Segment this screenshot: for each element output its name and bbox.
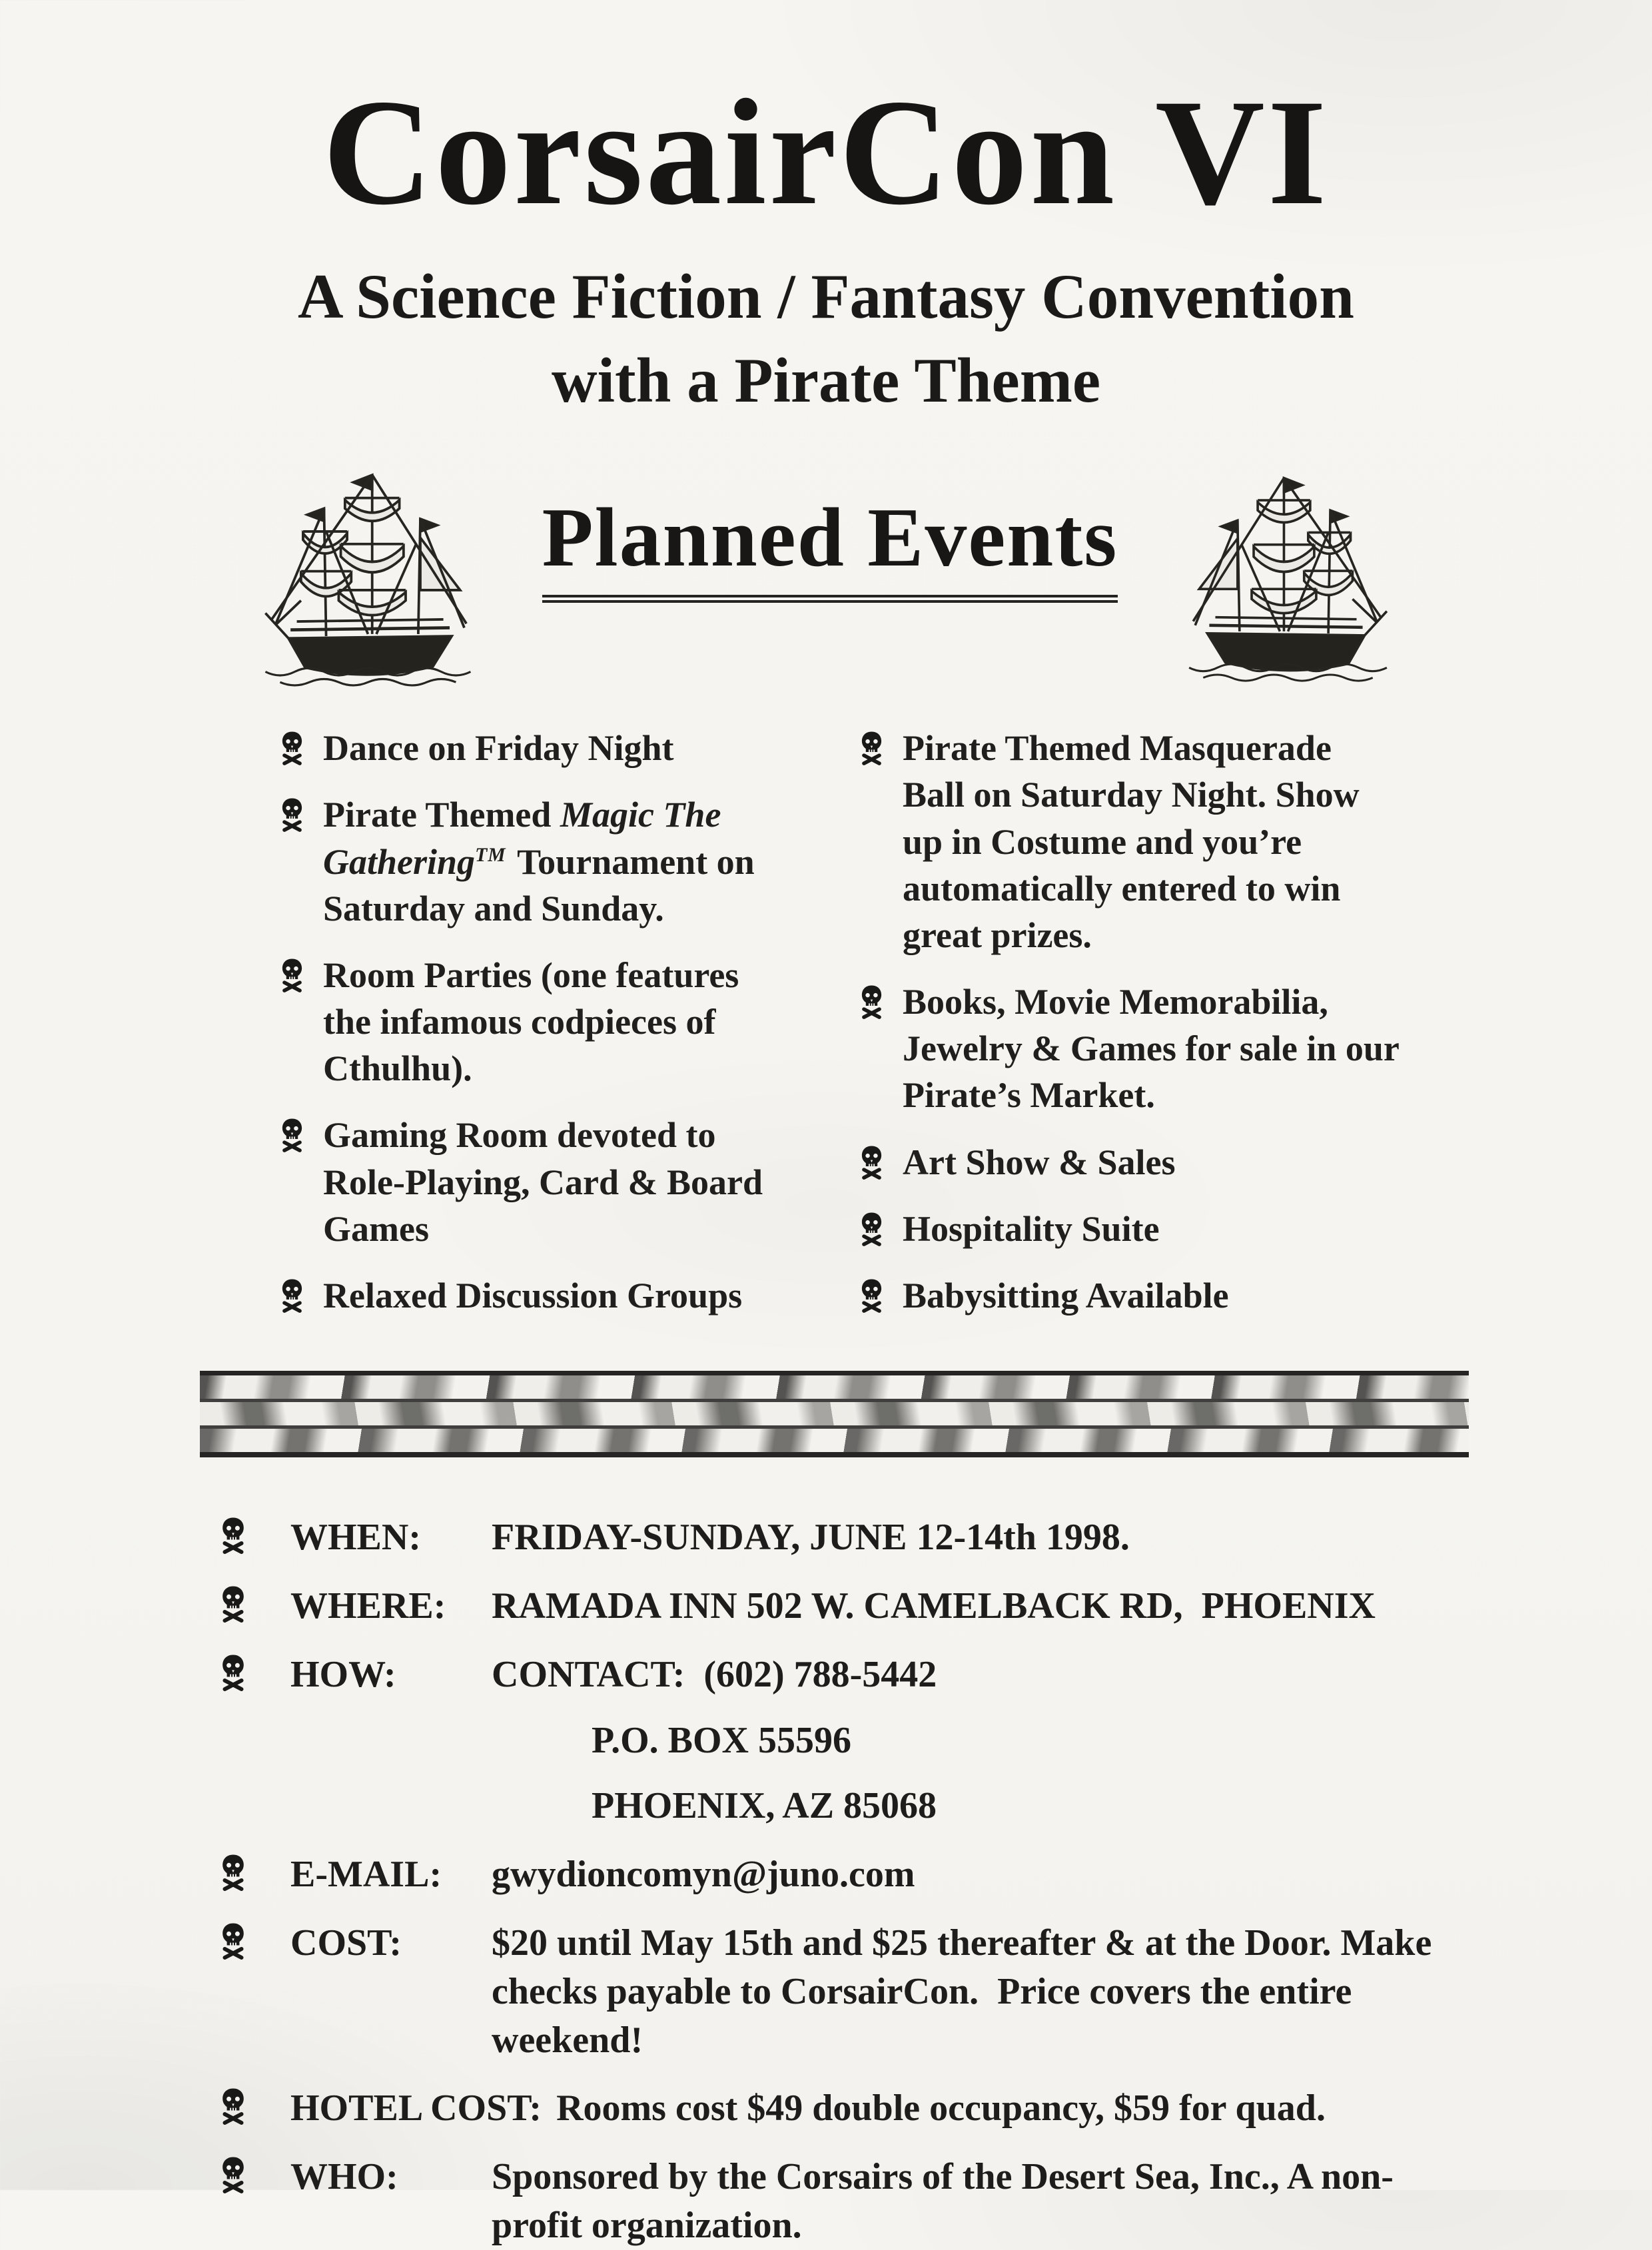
skull-crossbones-bullet-icon [859, 984, 884, 1020]
planned-events-header [0, 436, 1652, 702]
detail-value: RAMADA INN 502 W. CAMELBACK RD, PHOENIX [492, 1585, 1376, 1627]
detail-row-hotel-cost [220, 2084, 1479, 2133]
skull-crossbones-bullet-icon [859, 1144, 884, 1180]
convention-details-list [220, 1513, 1479, 2250]
detail-value: FRIDAY-SUNDAY, JUNE 12-14th 1998. [492, 1517, 1130, 1559]
page-title: CorsairCon VI [322, 69, 1330, 236]
detail-label: WHEN: [290, 1517, 421, 1559]
detail-label: E-MAIL: [290, 1854, 442, 1896]
event-text: Gaming Room devoted to Role-Playing, Card & Board Games [323, 1115, 763, 1249]
detail-label: WHO: [290, 2156, 398, 2198]
section-heading: Planned Events [542, 492, 1118, 603]
list-item [280, 952, 787, 1092]
list-item [280, 791, 787, 932]
detail-value: Sponsored by the Corsairs of the Desert Sea, Inc., A non-profit organization. [492, 2156, 1394, 2246]
trademark-superscript: TM [475, 844, 506, 866]
skull-crossbones-bullet-icon [220, 1853, 246, 1892]
detail-label: WHERE: [290, 1585, 446, 1627]
event-text-italic: Magic The Gathering [323, 795, 721, 882]
decorative-ribbon-divider [200, 1371, 1469, 1457]
detail-value [492, 1651, 1479, 1830]
skull-crossbones-bullet-icon [220, 2155, 246, 2194]
divider-band [200, 1375, 1469, 1402]
event-text: Hospitality Suite [903, 1208, 1160, 1249]
skull-crossbones-bullet-icon [859, 1278, 884, 1313]
list-item [280, 725, 787, 771]
event-text-suffix: Tournament on Saturday and Sunday. [323, 841, 755, 929]
detail-value: $20 until May 15th and $25 thereafter & at the Door. Make checks payable to CorsairCon. Price covers the entire weekend! [492, 1922, 1432, 2061]
event-text: Dance on Friday Night [323, 728, 674, 769]
list-item [859, 1206, 1399, 1252]
skull-crossbones-bullet-icon [280, 1278, 304, 1313]
detail-row-how [220, 1651, 1479, 1830]
list-item [280, 1272, 787, 1319]
detail-row-where [220, 1582, 1479, 1631]
skull-crossbones-bullet-icon [220, 1922, 246, 1960]
detail-label: HOW: [290, 1653, 396, 1695]
contact-phone-line: CONTACT: (602) 788-5442 [492, 1653, 937, 1695]
skull-crossbones-bullet-icon [220, 1516, 246, 1555]
event-text: Art Show & Sales [903, 1142, 1176, 1182]
skull-crossbones-bullet-icon [220, 2087, 246, 2125]
detail-row-when [220, 1513, 1479, 1562]
event-text: Pirate Themed Masquerade Ball on Saturday Night. Show up in Costume and you’re automatically entered to win great prizes. [903, 728, 1360, 955]
city-state-zip-line: PHOENIX, AZ 85068 [592, 1785, 937, 1827]
po-box-line: P.O. BOX 55596 [592, 1719, 851, 1761]
list-item [859, 1272, 1399, 1319]
subtitle-line-1: A Science Fiction / Fantasy Convention [298, 261, 1354, 332]
pirate-ship-engraving-left-icon [259, 441, 479, 697]
planned-events-columns [280, 725, 1399, 1339]
subtitle-line-2: with a Pirate Theme [551, 344, 1101, 416]
skull-crossbones-bullet-icon [280, 1117, 304, 1153]
skull-crossbones-bullet-icon [280, 957, 304, 993]
divider-band [200, 1402, 1469, 1429]
event-text-prefix: Pirate Themed [323, 795, 560, 835]
detail-row-cost [220, 1919, 1479, 2064]
event-text: Relaxed Discussion Groups [323, 1276, 743, 1316]
email-address: gwydioncomyn@juno.com [492, 1854, 915, 1896]
skull-crossbones-bullet-icon [859, 730, 884, 766]
skull-crossbones-bullet-icon [220, 1653, 246, 1692]
section-heading-wrap [542, 490, 1118, 586]
skull-crossbones-bullet-icon [859, 1211, 884, 1247]
skull-crossbones-bullet-icon [280, 730, 304, 766]
detail-label: HOTEL COST: [290, 2087, 542, 2129]
list-item [859, 978, 1399, 1119]
pirate-ship-engraving-right-icon [1181, 445, 1393, 693]
event-text: Books, Movie Memorabilia, Jewelry & Games for sale in our Pirate’s Market. [903, 982, 1399, 1116]
list-item [859, 1139, 1399, 1186]
divider-band [200, 1429, 1469, 1452]
event-text: Room Parties (one features the infamous codpieces of Cthulhu). [323, 954, 739, 1089]
detail-row-email [220, 1850, 1479, 1899]
events-list-right [859, 725, 1399, 1339]
list-item [280, 1112, 787, 1252]
detail-row-who [220, 2153, 1479, 2250]
skull-crossbones-bullet-icon [280, 797, 304, 833]
skull-crossbones-bullet-icon [220, 1585, 246, 1623]
list-item [859, 725, 1399, 958]
event-text: Babysitting Available [903, 1276, 1229, 1316]
event-text [323, 791, 787, 932]
events-list-left [280, 725, 787, 1339]
page-subtitle [0, 255, 1652, 422]
detail-label: COST: [290, 1922, 402, 1964]
detail-value: Rooms cost $49 double occupancy, $59 for quad. [556, 2087, 1326, 2129]
